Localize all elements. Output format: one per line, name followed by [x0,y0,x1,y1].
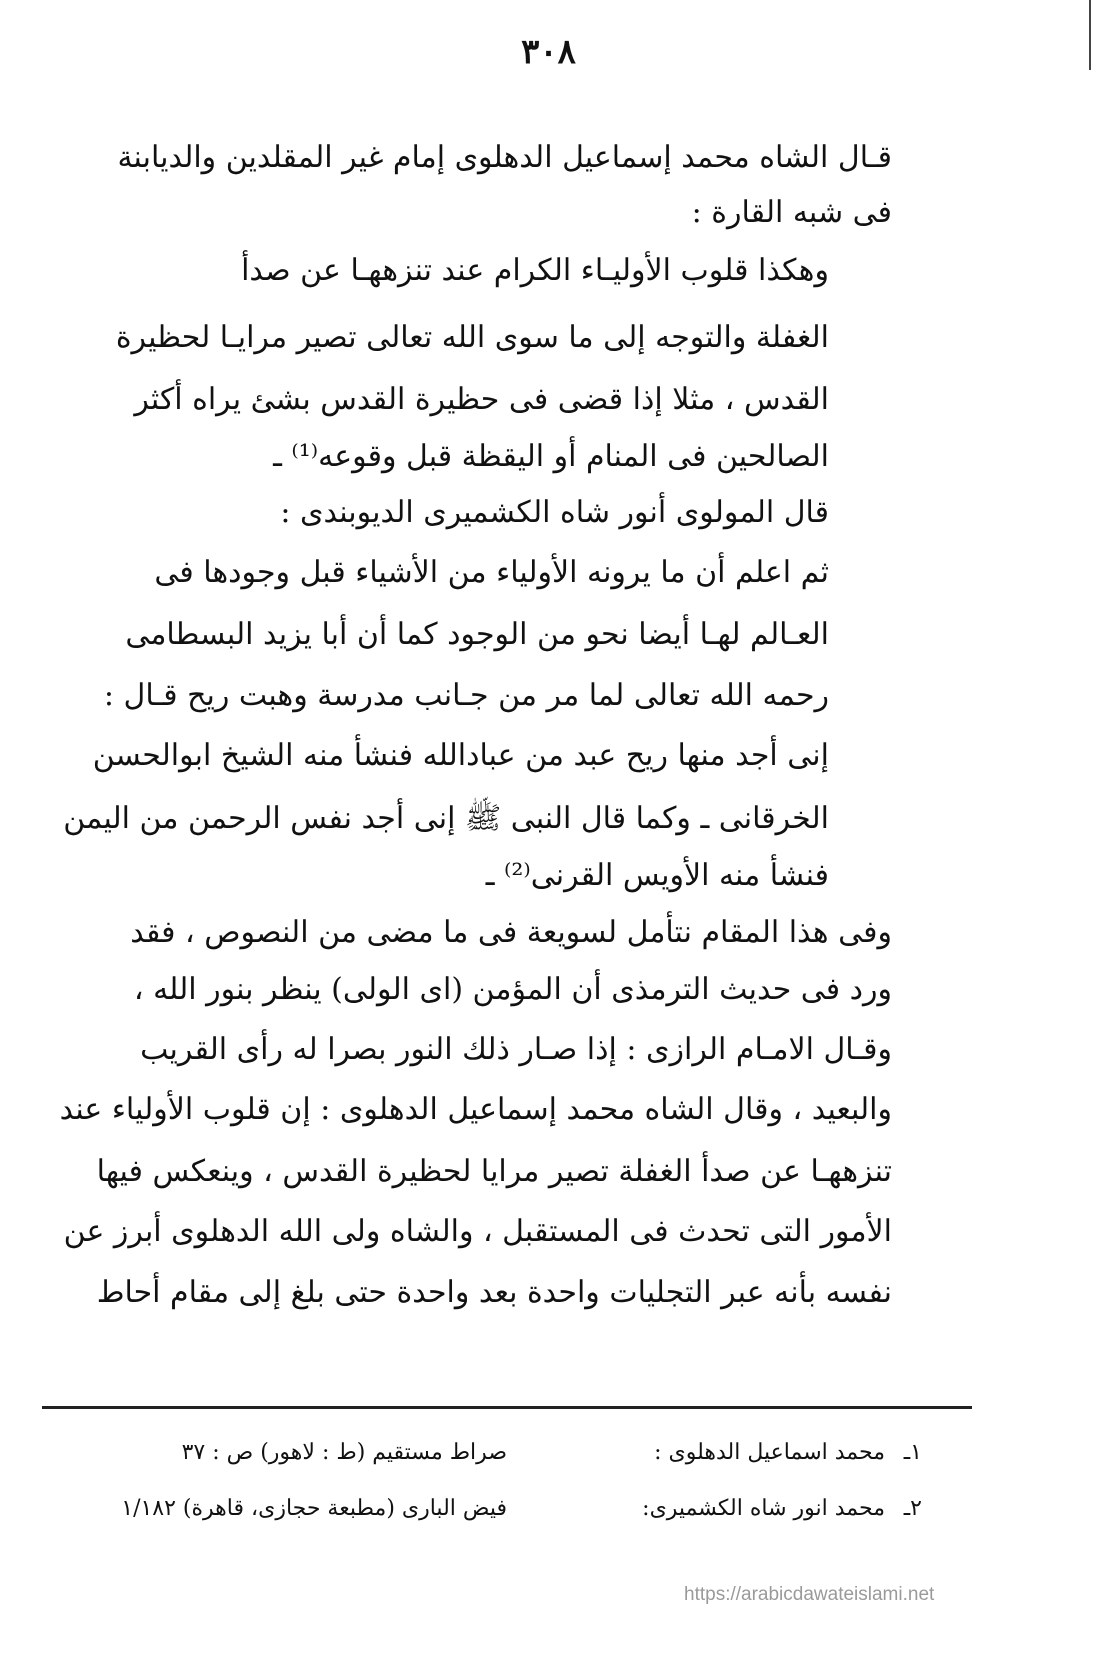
text-line-8: ثم اعلم أن ما يرونه الأولياء من الأشياء قبل وجودها فى [154,555,829,590]
footnote-2-number: ٢ـ [903,1496,922,1521]
footnote-2-author: محمد انور شاه الكشميرى: [642,1496,885,1521]
footnote-1-reference: صراط مستقيم (ط : لاهور) ص : ٣٧ [181,1440,507,1465]
text-line-19: الأمور التى تحدث فى المستقبل ، والشاه ولى الله الدهلوى أبرز عن [63,1214,892,1249]
footnote-separator [42,1406,972,1409]
text-line-16: وقـال الامـام الرازى : إذا صـار ذلك النور بصرا له رأى القريب [140,1032,892,1067]
text-line-12: الخرقانى ـ وكما قال النبى ﷺ إنى أجد نفس الرحمن من اليمن [63,801,829,836]
footnote-2 [0,1494,1097,1524]
text-line-6: الصالحين فى المنام أو اليقظة قبل وقوعه⁽¹⁾ ـ [273,439,829,474]
footnote-1-author: محمد اسماعيل الدهلوى : [654,1440,885,1465]
text-line-15: ورد فى حديث الترمذى أن المؤمن (اى الولى) ينظر بنور الله ، [133,972,892,1007]
text-line-7: قال المولوى أنور شاه الكشميرى الديوبندى : [280,495,829,530]
text-line-4: الغفلة والتوجه إلى ما سوى الله تعالى تصير مرايـا لحظيرة [115,320,829,355]
text-line-3: وهكذا قلوب الأوليـاء الكرام عند تنزههـا عن صدأ [241,253,829,288]
footnote-2-reference: فيض البارى (مطبعة حجازى، قاهرة) ١/١٨٢ [121,1496,507,1521]
text-line-5: القدس ، مثلا إذا قضى فى حظيرة القدس بشئ يراه أكثر [134,382,829,417]
text-line-9: العـالم لهـا أيضا نحو من الوجود كما أن أبا يزيد البسطامى [125,617,829,652]
footnote-1-number: ١ـ [903,1440,922,1465]
text-line-11: إنى أجد منها ريح عبد من عبادالله فنشأ منه الشيخ ابوالحسن [92,738,829,773]
page-number: ٣٠٨ [521,32,576,72]
text-line-20: نفسه بأنه عبر التجليات واحدة بعد واحدة حتى بلغ إلى مقام أحاط [96,1275,892,1310]
text-line-10: رحمه الله تعالى لما مر من جـانب مدرسة وهبت ريح قـال : [103,678,829,713]
text-line-13: فنشأ منه الأويس القرنى⁽²⁾ ـ [485,858,829,893]
watermark-url: https://arabicdawateislami.net [684,1584,935,1605]
text-line-14: وفى هذا المقام نتأمل لسويعة فى ما مضى من النصوص ، فقد [130,915,892,950]
footnote-1 [0,1438,1097,1468]
text-line-2: فى شبه القارة : [691,195,892,230]
text-line-18: تنزههـا عن صدأ الغفلة تصير مرايا لحظيرة القدس ، وينعكس فيها [96,1154,892,1189]
text-line-17: والبعيد ، وقال الشاه محمد إسماعيل الدهلوى : إن قلوب الأولياء عند [59,1092,892,1127]
text-line-1: قـال الشاه محمد إسماعيل الدهلوى إمام غير المقلدين والديابنة [117,140,892,175]
